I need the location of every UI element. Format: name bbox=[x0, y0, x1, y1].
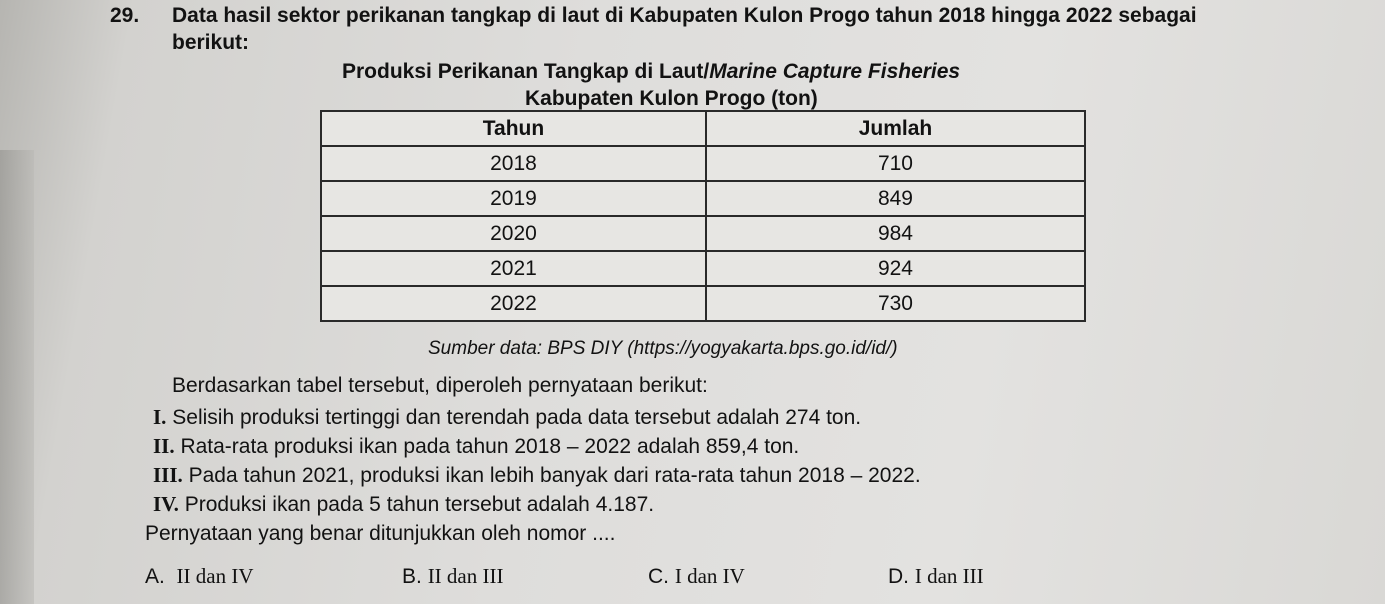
cell-tahun: 2018 bbox=[321, 146, 706, 181]
table-header-row bbox=[321, 111, 1085, 146]
cell-jumlah: 984 bbox=[706, 216, 1085, 251]
option-b[interactable] bbox=[402, 564, 503, 589]
option-letter: D. bbox=[888, 565, 909, 588]
cell-tahun: 2020 bbox=[321, 216, 706, 251]
cell-tahun: 2019 bbox=[321, 181, 706, 216]
cell-jumlah: 730 bbox=[706, 286, 1085, 321]
lead-sentence: Berdasarkan tabel tersebut, diperoleh pernyataan berikut: bbox=[172, 374, 708, 397]
option-letter: B. bbox=[402, 565, 422, 588]
data-source: Sumber data: BPS DIY (https://yogyakarta.bps.go.id/id/) bbox=[428, 338, 898, 359]
answer-prompt: Pernyataan yang benar ditunjukkan oleh nomor .... bbox=[145, 522, 616, 545]
option-text: I dan IV bbox=[674, 564, 745, 588]
option-a[interactable] bbox=[145, 564, 253, 589]
option-d[interactable] bbox=[888, 564, 984, 589]
option-text: II dan III bbox=[427, 564, 504, 588]
option-letter: A. bbox=[145, 565, 165, 588]
statement-3 bbox=[153, 463, 921, 488]
table-row bbox=[321, 181, 1085, 216]
statement-4 bbox=[153, 492, 654, 517]
question-text-line2: berikut: bbox=[172, 31, 250, 54]
statement-1 bbox=[153, 405, 861, 430]
cell-jumlah: 849 bbox=[706, 181, 1085, 216]
cell-tahun: 2022 bbox=[321, 286, 706, 321]
option-c[interactable] bbox=[648, 564, 745, 589]
table-row bbox=[321, 216, 1085, 251]
cell-jumlah: 710 bbox=[706, 146, 1085, 181]
statement-text: Pada tahun 2021, produksi ikan lebih banyak dari rata-rata tahun 2018 – 2022. bbox=[188, 464, 921, 487]
option-text: I dan III bbox=[914, 564, 984, 588]
statement-roman: IV. bbox=[153, 492, 179, 516]
statement-text: Produksi ikan pada 5 tahun tersebut adalah 4.187. bbox=[184, 493, 655, 516]
statement-roman: I. bbox=[153, 405, 167, 429]
statement-roman: II. bbox=[153, 434, 175, 458]
option-letter: C. bbox=[648, 565, 669, 588]
cell-tahun: 2021 bbox=[321, 251, 706, 286]
table-row bbox=[321, 251, 1085, 286]
question-number: 29. bbox=[110, 4, 140, 27]
header-jumlah: Jumlah bbox=[706, 111, 1085, 146]
table-row bbox=[321, 286, 1085, 321]
statement-roman: III. bbox=[153, 463, 183, 487]
cell-jumlah: 924 bbox=[706, 251, 1085, 286]
table-subtitle: Kabupaten Kulon Progo (ton) bbox=[525, 87, 818, 110]
statement-text: Rata-rata produksi ikan pada tahun 2018 – 2022 adalah 859,4 ton. bbox=[180, 435, 800, 458]
table-title bbox=[342, 60, 960, 84]
table-title-italic: Marine Capture Fisheries bbox=[709, 60, 961, 83]
header-tahun: Tahun bbox=[321, 111, 706, 146]
table-row bbox=[321, 146, 1085, 181]
question-text-line1: Data hasil sektor perikanan tangkap di laut di Kabupaten Kulon Progo tahun 2018 hingga 2022 sebagai bbox=[172, 4, 1197, 27]
statement-text: Selisih produksi tertinggi dan terendah pada data tersebut adalah 274 ton. bbox=[172, 406, 862, 429]
production-table bbox=[320, 110, 1086, 322]
table-title-plain: Produksi Perikanan Tangkap di Laut/ bbox=[342, 60, 710, 83]
page-shadow-edge bbox=[0, 150, 34, 604]
option-text: II dan IV bbox=[176, 564, 254, 588]
statement-2 bbox=[153, 434, 799, 459]
